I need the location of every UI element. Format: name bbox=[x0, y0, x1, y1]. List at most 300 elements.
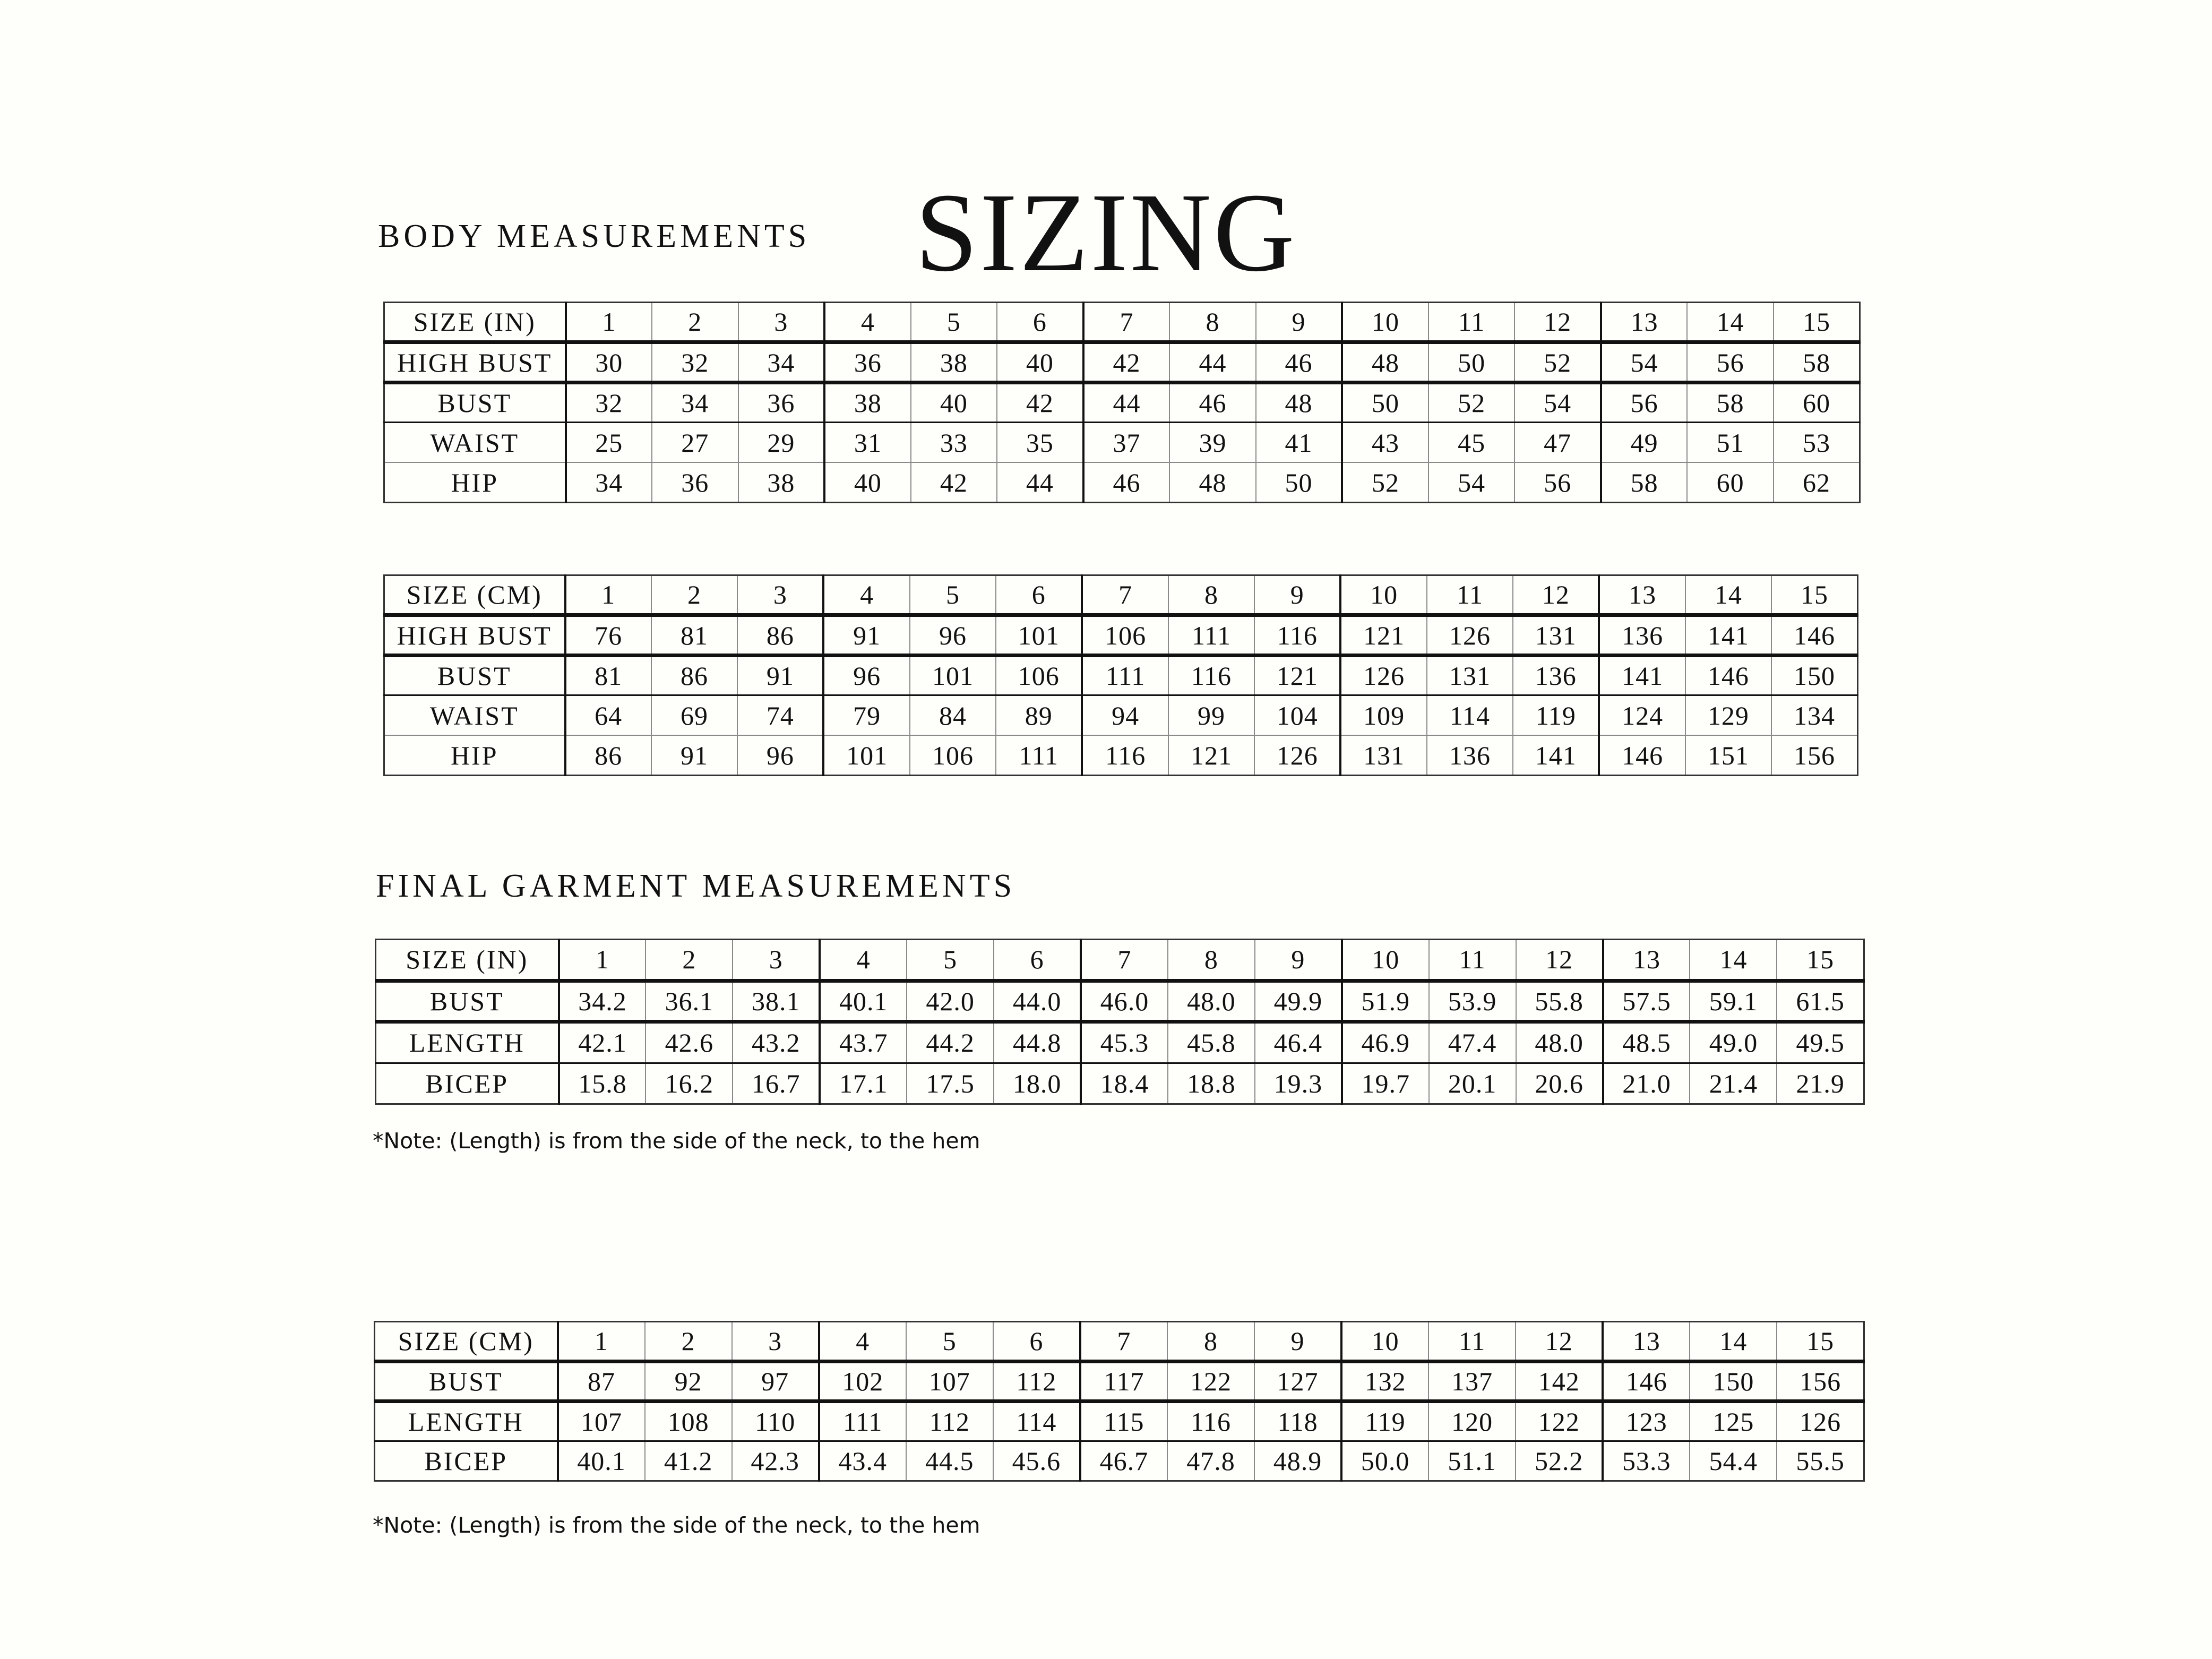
table-row bbox=[384, 382, 1860, 422]
measurement-value-cell: 48.0 bbox=[1168, 981, 1255, 1022]
measurement-value-cell: 44.0 bbox=[994, 981, 1081, 1022]
measurement-value-cell: 55.8 bbox=[1516, 981, 1603, 1022]
size-number-cell: 5 bbox=[907, 940, 994, 981]
measurement-value-cell: 141 bbox=[1513, 735, 1599, 775]
size-number-cell: 13 bbox=[1603, 940, 1690, 981]
table-row bbox=[375, 1362, 1864, 1402]
measurement-value-cell: 40 bbox=[824, 462, 911, 502]
measurement-value-cell: 86 bbox=[737, 615, 823, 655]
measurement-label: LENGTH bbox=[375, 1402, 558, 1441]
size-number-cell: 1 bbox=[558, 1322, 645, 1362]
table-row bbox=[384, 423, 1860, 462]
measurement-value-cell: 116 bbox=[1168, 655, 1254, 695]
measurement-value-cell: 55.5 bbox=[1777, 1441, 1864, 1481]
size-number-cell: 8 bbox=[1169, 303, 1256, 342]
measurement-value-cell: 42 bbox=[997, 382, 1083, 422]
measurement-value-cell: 44 bbox=[1083, 382, 1170, 422]
measurement-value-cell: 52 bbox=[1342, 462, 1428, 502]
measurement-value-cell: 76 bbox=[565, 615, 651, 655]
measurement-value-cell: 116 bbox=[1167, 1402, 1254, 1441]
measurement-value-cell: 41 bbox=[1256, 423, 1342, 462]
size-number-cell: 14 bbox=[1690, 940, 1777, 981]
size-number-cell: 15 bbox=[1771, 575, 1857, 615]
measurement-value-cell: 57.5 bbox=[1603, 981, 1690, 1022]
measurement-value-cell: 58 bbox=[1601, 462, 1688, 502]
measurement-value-cell: 107 bbox=[906, 1362, 993, 1402]
measurement-value-cell: 81 bbox=[651, 615, 737, 655]
size-number-cell: 2 bbox=[645, 1322, 732, 1362]
size-number-cell: 13 bbox=[1601, 303, 1688, 342]
measurement-label: BUST bbox=[375, 1362, 558, 1402]
measurement-value-cell: 104 bbox=[1254, 695, 1340, 735]
measurement-value-cell: 59.1 bbox=[1690, 981, 1777, 1022]
measurement-value-cell: 48 bbox=[1169, 462, 1256, 502]
size-number-cell: 12 bbox=[1513, 575, 1599, 615]
measurement-value-cell: 136 bbox=[1599, 615, 1685, 655]
size-number-cell: 6 bbox=[994, 940, 1081, 981]
measurement-value-cell: 32 bbox=[566, 382, 652, 422]
measurement-value-cell: 45.3 bbox=[1081, 1022, 1168, 1063]
table-row bbox=[375, 1441, 1864, 1481]
measurement-value-cell: 31 bbox=[824, 423, 911, 462]
measurement-value-cell: 58 bbox=[1774, 342, 1860, 382]
measurement-value-cell: 51 bbox=[1687, 423, 1774, 462]
length-note-cm: *Note: (Length) is from the side of the neck, to the hem bbox=[373, 1512, 980, 1538]
measurement-value-cell: 20.1 bbox=[1429, 1063, 1516, 1104]
size-number-cell: 7 bbox=[1081, 940, 1168, 981]
measurement-value-cell: 122 bbox=[1516, 1402, 1603, 1441]
size-number-cell: 5 bbox=[911, 303, 997, 342]
measurement-value-cell: 53 bbox=[1774, 423, 1860, 462]
measurement-value-cell: 51.9 bbox=[1342, 981, 1429, 1022]
size-number-cell: 9 bbox=[1256, 303, 1342, 342]
size-number-cell: 5 bbox=[906, 1322, 993, 1362]
measurement-value-cell: 89 bbox=[996, 695, 1082, 735]
measurement-value-cell: 116 bbox=[1254, 615, 1340, 655]
measurement-value-cell: 44.2 bbox=[907, 1022, 994, 1063]
measurement-value-cell: 120 bbox=[1428, 1402, 1516, 1441]
measurement-value-cell: 79 bbox=[823, 695, 909, 735]
measurement-value-cell: 44 bbox=[997, 462, 1083, 502]
measurement-value-cell: 126 bbox=[1427, 615, 1513, 655]
measurement-value-cell: 131 bbox=[1513, 615, 1599, 655]
measurement-value-cell: 141 bbox=[1599, 655, 1685, 695]
size-number-cell: 8 bbox=[1167, 1322, 1254, 1362]
table-row bbox=[376, 1022, 1864, 1063]
measurement-value-cell: 49.0 bbox=[1690, 1022, 1777, 1063]
measurement-value-cell: 91 bbox=[651, 735, 737, 775]
measurement-value-cell: 91 bbox=[823, 615, 909, 655]
measurement-value-cell: 36 bbox=[824, 342, 911, 382]
size-number-cell: 4 bbox=[820, 940, 907, 981]
measurement-value-cell: 112 bbox=[906, 1402, 993, 1441]
measurement-value-cell: 52.2 bbox=[1516, 1441, 1603, 1481]
measurement-value-cell: 27 bbox=[652, 423, 738, 462]
size-number-cell: 5 bbox=[910, 575, 996, 615]
measurement-value-cell: 42 bbox=[911, 462, 997, 502]
measurement-value-cell: 50 bbox=[1256, 462, 1342, 502]
measurement-value-cell: 38 bbox=[824, 382, 911, 422]
measurement-value-cell: 142 bbox=[1516, 1362, 1603, 1402]
measurement-value-cell: 61.5 bbox=[1777, 981, 1864, 1022]
measurement-value-cell: 150 bbox=[1771, 655, 1857, 695]
measurement-value-cell: 107 bbox=[558, 1402, 645, 1441]
measurement-value-cell: 136 bbox=[1427, 735, 1513, 775]
measurement-value-cell: 54 bbox=[1514, 382, 1601, 422]
measurement-value-cell: 56 bbox=[1687, 342, 1774, 382]
measurement-label: BUST bbox=[384, 382, 566, 422]
measurement-value-cell: 54.4 bbox=[1690, 1441, 1777, 1481]
size-number-cell: 14 bbox=[1687, 303, 1774, 342]
measurement-value-cell: 56 bbox=[1514, 462, 1601, 502]
measurement-value-cell: 34.2 bbox=[559, 981, 646, 1022]
size-number-cell: 2 bbox=[652, 303, 738, 342]
measurement-value-cell: 43.7 bbox=[820, 1022, 907, 1063]
measurement-value-cell: 19.3 bbox=[1255, 1063, 1342, 1104]
measurement-value-cell: 16.7 bbox=[733, 1063, 820, 1104]
measurement-value-cell: 50 bbox=[1428, 342, 1515, 382]
measurement-value-cell: 106 bbox=[996, 655, 1082, 695]
size-number-cell: 6 bbox=[996, 575, 1082, 615]
measurement-value-cell: 21.9 bbox=[1777, 1063, 1864, 1104]
measurement-value-cell: 86 bbox=[651, 655, 737, 695]
measurement-value-cell: 146 bbox=[1599, 735, 1685, 775]
measurement-value-cell: 131 bbox=[1427, 655, 1513, 695]
measurement-value-cell: 44.5 bbox=[906, 1441, 993, 1481]
measurement-value-cell: 50.0 bbox=[1341, 1441, 1428, 1481]
measurement-value-cell: 21.4 bbox=[1690, 1063, 1777, 1104]
size-number-cell: 8 bbox=[1168, 940, 1255, 981]
measurement-value-cell: 18.8 bbox=[1168, 1063, 1255, 1104]
measurement-value-cell: 131 bbox=[1340, 735, 1426, 775]
size-header-label: SIZE (CM) bbox=[375, 1322, 558, 1362]
measurement-value-cell: 46 bbox=[1169, 382, 1256, 422]
measurement-label: LENGTH bbox=[376, 1022, 559, 1063]
measurement-value-cell: 141 bbox=[1685, 615, 1771, 655]
size-number-cell: 3 bbox=[738, 303, 825, 342]
measurement-value-cell: 42.1 bbox=[559, 1022, 646, 1063]
measurement-value-cell: 43.2 bbox=[733, 1022, 820, 1063]
measurement-value-cell: 111 bbox=[1082, 655, 1168, 695]
measurement-value-cell: 49 bbox=[1601, 423, 1688, 462]
measurement-value-cell: 52 bbox=[1428, 382, 1515, 422]
measurement-value-cell: 106 bbox=[910, 735, 996, 775]
measurement-value-cell: 56 bbox=[1601, 382, 1688, 422]
size-number-cell: 2 bbox=[651, 575, 737, 615]
measurement-value-cell: 47.4 bbox=[1429, 1022, 1516, 1063]
table-row bbox=[384, 655, 1858, 695]
measurement-value-cell: 20.6 bbox=[1516, 1063, 1603, 1104]
measurement-value-cell: 125 bbox=[1690, 1402, 1777, 1441]
measurement-value-cell: 106 bbox=[1082, 615, 1168, 655]
measurement-value-cell: 150 bbox=[1690, 1362, 1777, 1402]
measurement-value-cell: 126 bbox=[1777, 1402, 1864, 1441]
measurement-value-cell: 112 bbox=[993, 1362, 1080, 1402]
size-number-cell: 10 bbox=[1340, 575, 1426, 615]
measurement-value-cell: 122 bbox=[1167, 1362, 1254, 1402]
measurement-value-cell: 43.4 bbox=[819, 1441, 906, 1481]
measurement-value-cell: 40.1 bbox=[558, 1441, 645, 1481]
measurement-value-cell: 46 bbox=[1256, 342, 1342, 382]
measurement-value-cell: 48.0 bbox=[1516, 1022, 1603, 1063]
measurement-value-cell: 39 bbox=[1169, 423, 1256, 462]
measurement-value-cell: 81 bbox=[565, 655, 651, 695]
measurement-value-cell: 101 bbox=[823, 735, 909, 775]
size-number-cell: 8 bbox=[1168, 575, 1254, 615]
size-number-cell: 14 bbox=[1685, 575, 1771, 615]
size-number-cell: 1 bbox=[566, 303, 652, 342]
measurement-value-cell: 29 bbox=[738, 423, 825, 462]
measurement-value-cell: 46.4 bbox=[1255, 1022, 1342, 1063]
measurement-value-cell: 102 bbox=[819, 1362, 906, 1402]
measurement-value-cell: 17.1 bbox=[820, 1063, 907, 1104]
measurement-value-cell: 115 bbox=[1080, 1402, 1167, 1441]
size-number-cell: 9 bbox=[1254, 575, 1340, 615]
measurement-value-cell: 111 bbox=[996, 735, 1082, 775]
measurement-value-cell: 52 bbox=[1514, 342, 1601, 382]
measurement-value-cell: 60 bbox=[1687, 462, 1774, 502]
measurement-value-cell: 69 bbox=[651, 695, 737, 735]
measurement-value-cell: 46.0 bbox=[1081, 981, 1168, 1022]
measurement-value-cell: 136 bbox=[1513, 655, 1599, 695]
measurement-value-cell: 36.1 bbox=[645, 981, 733, 1022]
measurement-value-cell: 35 bbox=[997, 423, 1083, 462]
size-number-cell: 4 bbox=[819, 1322, 906, 1362]
size-number-cell: 12 bbox=[1514, 303, 1601, 342]
measurement-value-cell: 44.8 bbox=[994, 1022, 1081, 1063]
size-number-cell: 11 bbox=[1428, 1322, 1516, 1362]
measurement-value-cell: 33 bbox=[911, 423, 997, 462]
final-garment-measurements-heading: FINAL GARMENT MEASUREMENTS bbox=[376, 868, 1016, 904]
measurement-label: HIGH BUST bbox=[384, 342, 566, 382]
measurement-value-cell: 42 bbox=[1083, 342, 1170, 382]
size-number-cell: 3 bbox=[737, 575, 823, 615]
measurement-value-cell: 127 bbox=[1254, 1362, 1341, 1402]
size-number-cell: 7 bbox=[1082, 575, 1168, 615]
table-header-row bbox=[375, 1322, 1864, 1362]
table-row bbox=[384, 695, 1858, 735]
measurement-label: WAIST bbox=[384, 695, 565, 735]
measurement-value-cell: 132 bbox=[1341, 1362, 1428, 1402]
table-row bbox=[384, 735, 1858, 775]
measurement-value-cell: 54 bbox=[1428, 462, 1515, 502]
measurement-value-cell: 134 bbox=[1771, 695, 1857, 735]
measurement-value-cell: 146 bbox=[1771, 615, 1857, 655]
size-number-cell: 15 bbox=[1777, 940, 1864, 981]
measurement-label: BUST bbox=[376, 981, 559, 1022]
size-number-cell: 9 bbox=[1255, 940, 1342, 981]
measurement-value-cell: 19.7 bbox=[1342, 1063, 1429, 1104]
measurement-value-cell: 97 bbox=[732, 1362, 819, 1402]
measurement-value-cell: 16.2 bbox=[645, 1063, 733, 1104]
measurement-value-cell: 121 bbox=[1254, 655, 1340, 695]
measurement-value-cell: 46.9 bbox=[1342, 1022, 1429, 1063]
measurement-value-cell: 46 bbox=[1083, 462, 1170, 502]
measurement-value-cell: 118 bbox=[1254, 1402, 1341, 1441]
measurement-value-cell: 121 bbox=[1340, 615, 1426, 655]
measurement-value-cell: 146 bbox=[1603, 1362, 1690, 1402]
measurement-value-cell: 50 bbox=[1342, 382, 1428, 422]
size-number-cell: 7 bbox=[1080, 1322, 1167, 1362]
measurement-value-cell: 46.7 bbox=[1080, 1441, 1167, 1481]
size-number-cell: 11 bbox=[1428, 303, 1515, 342]
size-number-cell: 6 bbox=[997, 303, 1083, 342]
measurement-value-cell: 96 bbox=[737, 735, 823, 775]
size-number-cell: 11 bbox=[1427, 575, 1513, 615]
measurement-value-cell: 151 bbox=[1685, 735, 1771, 775]
measurement-value-cell: 126 bbox=[1340, 655, 1426, 695]
measurement-value-cell: 34 bbox=[652, 382, 738, 422]
measurement-value-cell: 137 bbox=[1428, 1362, 1516, 1402]
measurement-value-cell: 38 bbox=[738, 462, 825, 502]
measurement-value-cell: 42.0 bbox=[907, 981, 994, 1022]
measurement-value-cell: 51.1 bbox=[1428, 1441, 1516, 1481]
measurement-value-cell: 110 bbox=[732, 1402, 819, 1441]
size-number-cell: 1 bbox=[559, 940, 646, 981]
measurement-label: BICEP bbox=[375, 1441, 558, 1481]
measurement-value-cell: 64 bbox=[565, 695, 651, 735]
measurement-value-cell: 15.8 bbox=[559, 1063, 646, 1104]
measurement-value-cell: 86 bbox=[565, 735, 651, 775]
measurement-value-cell: 156 bbox=[1771, 735, 1857, 775]
measurement-value-cell: 91 bbox=[737, 655, 823, 695]
measurement-value-cell: 40 bbox=[911, 382, 997, 422]
measurement-value-cell: 111 bbox=[819, 1402, 906, 1441]
size-number-cell: 12 bbox=[1516, 940, 1603, 981]
measurement-value-cell: 74 bbox=[737, 695, 823, 735]
measurement-value-cell: 48 bbox=[1342, 342, 1428, 382]
measurement-value-cell: 36 bbox=[738, 382, 825, 422]
measurement-value-cell: 45.6 bbox=[993, 1441, 1080, 1481]
measurement-value-cell: 121 bbox=[1168, 735, 1254, 775]
measurement-value-cell: 42.3 bbox=[732, 1441, 819, 1481]
measurement-value-cell: 41.2 bbox=[645, 1441, 732, 1481]
measurement-value-cell: 37 bbox=[1083, 423, 1170, 462]
measurement-label: BICEP bbox=[376, 1063, 559, 1104]
size-number-cell: 11 bbox=[1429, 940, 1516, 981]
measurement-value-cell: 99 bbox=[1168, 695, 1254, 735]
measurement-value-cell: 119 bbox=[1341, 1402, 1428, 1441]
garment-measurements-cm-table bbox=[374, 1321, 1865, 1482]
measurement-value-cell: 43 bbox=[1342, 423, 1428, 462]
measurement-value-cell: 36 bbox=[652, 462, 738, 502]
measurement-value-cell: 32 bbox=[652, 342, 738, 382]
measurement-value-cell: 101 bbox=[910, 655, 996, 695]
measurement-value-cell: 42.6 bbox=[645, 1022, 733, 1063]
size-number-cell: 7 bbox=[1083, 303, 1170, 342]
measurement-value-cell: 109 bbox=[1340, 695, 1426, 735]
measurement-value-cell: 87 bbox=[558, 1362, 645, 1402]
measurement-value-cell: 34 bbox=[738, 342, 825, 382]
measurement-value-cell: 47 bbox=[1514, 423, 1601, 462]
measurement-value-cell: 53.3 bbox=[1603, 1441, 1690, 1481]
measurement-value-cell: 126 bbox=[1254, 735, 1340, 775]
measurement-value-cell: 18.4 bbox=[1081, 1063, 1168, 1104]
table-header-row bbox=[384, 303, 1860, 342]
measurement-value-cell: 58 bbox=[1687, 382, 1774, 422]
measurement-value-cell: 21.0 bbox=[1603, 1063, 1690, 1104]
measurement-label: HIGH BUST bbox=[384, 615, 565, 655]
measurement-value-cell: 62 bbox=[1774, 462, 1860, 502]
table-row bbox=[376, 1063, 1864, 1104]
measurement-label: WAIST bbox=[384, 423, 566, 462]
measurement-value-cell: 146 bbox=[1685, 655, 1771, 695]
measurement-value-cell: 101 bbox=[996, 615, 1082, 655]
table-row bbox=[384, 462, 1860, 502]
measurement-value-cell: 18.0 bbox=[994, 1063, 1081, 1104]
measurement-value-cell: 60 bbox=[1774, 382, 1860, 422]
measurement-value-cell: 124 bbox=[1599, 695, 1685, 735]
table-header-row bbox=[376, 940, 1864, 981]
measurement-label: HIP bbox=[384, 735, 565, 775]
size-number-cell: 10 bbox=[1342, 940, 1429, 981]
measurement-value-cell: 117 bbox=[1080, 1362, 1167, 1402]
measurement-value-cell: 49.9 bbox=[1255, 981, 1342, 1022]
size-number-cell: 3 bbox=[732, 1322, 819, 1362]
body-measurements-inches-table bbox=[383, 302, 1861, 503]
measurement-value-cell: 123 bbox=[1603, 1402, 1690, 1441]
measurement-value-cell: 38.1 bbox=[733, 981, 820, 1022]
table-header-row bbox=[384, 575, 1858, 615]
measurement-value-cell: 116 bbox=[1082, 735, 1168, 775]
measurement-value-cell: 96 bbox=[910, 615, 996, 655]
measurement-value-cell: 40 bbox=[997, 342, 1083, 382]
measurement-value-cell: 96 bbox=[823, 655, 909, 695]
measurement-label: BUST bbox=[384, 655, 565, 695]
measurement-value-cell: 30 bbox=[566, 342, 652, 382]
measurement-value-cell: 38 bbox=[911, 342, 997, 382]
size-number-cell: 4 bbox=[824, 303, 911, 342]
measurement-value-cell: 111 bbox=[1168, 615, 1254, 655]
size-header-label: SIZE (IN) bbox=[384, 303, 566, 342]
size-number-cell: 13 bbox=[1599, 575, 1685, 615]
size-number-cell: 3 bbox=[733, 940, 820, 981]
measurement-value-cell: 40.1 bbox=[820, 981, 907, 1022]
measurement-value-cell: 54 bbox=[1601, 342, 1688, 382]
measurement-value-cell: 44 bbox=[1169, 342, 1256, 382]
measurement-value-cell: 45 bbox=[1428, 423, 1515, 462]
measurement-value-cell: 48.9 bbox=[1254, 1441, 1341, 1481]
table-row bbox=[376, 981, 1864, 1022]
measurement-value-cell: 45.8 bbox=[1168, 1022, 1255, 1063]
measurement-value-cell: 114 bbox=[993, 1402, 1080, 1441]
size-number-cell: 14 bbox=[1690, 1322, 1777, 1362]
body-measurements-cm-table bbox=[383, 574, 1858, 776]
measurement-value-cell: 17.5 bbox=[907, 1063, 994, 1104]
measurement-value-cell: 48 bbox=[1256, 382, 1342, 422]
size-number-cell: 13 bbox=[1603, 1322, 1690, 1362]
size-number-cell: 12 bbox=[1516, 1322, 1603, 1362]
table-row bbox=[384, 615, 1858, 655]
size-number-cell: 15 bbox=[1774, 303, 1860, 342]
measurement-value-cell: 156 bbox=[1777, 1362, 1864, 1402]
size-header-label: SIZE (IN) bbox=[376, 940, 559, 981]
measurement-value-cell: 53.9 bbox=[1429, 981, 1516, 1022]
measurement-value-cell: 108 bbox=[645, 1402, 732, 1441]
length-note-inches: *Note: (Length) is from the side of the neck, to the hem bbox=[373, 1128, 980, 1154]
measurement-value-cell: 25 bbox=[566, 423, 652, 462]
measurement-value-cell: 49.5 bbox=[1777, 1022, 1864, 1063]
size-number-cell: 9 bbox=[1254, 1322, 1341, 1362]
size-number-cell: 2 bbox=[645, 940, 733, 981]
size-number-cell: 10 bbox=[1341, 1322, 1428, 1362]
size-header-label: SIZE (CM) bbox=[384, 575, 565, 615]
measurement-value-cell: 84 bbox=[910, 695, 996, 735]
measurement-value-cell: 94 bbox=[1082, 695, 1168, 735]
body-measurements-heading: BODY MEASUREMENTS bbox=[378, 218, 811, 254]
measurement-value-cell: 92 bbox=[645, 1362, 732, 1402]
measurement-value-cell: 119 bbox=[1513, 695, 1599, 735]
